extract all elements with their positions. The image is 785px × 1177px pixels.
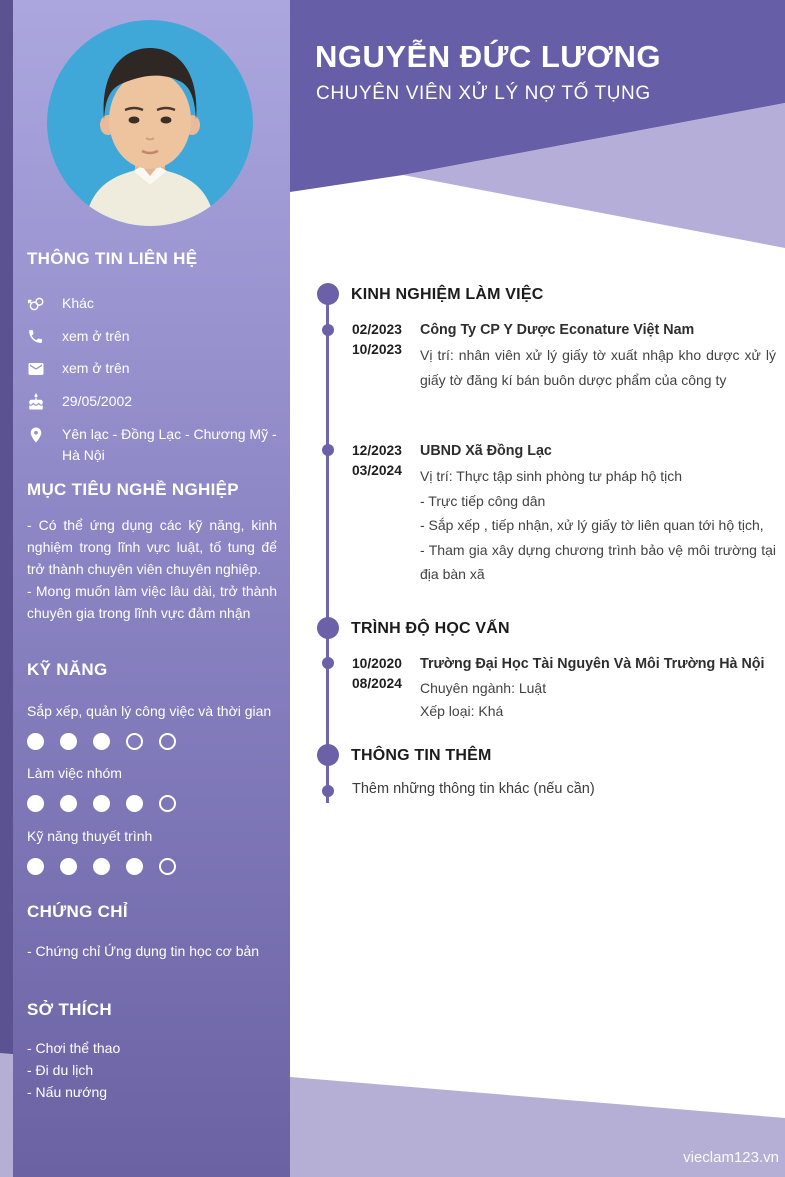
entry-organization: UBND Xã Đồng Lạc	[420, 443, 552, 459]
skill-dot-filled	[126, 858, 143, 875]
entry-organization: Công Ty CP Y Dược Econature Việt Nam	[420, 322, 695, 338]
contact-item-gender	[27, 293, 277, 318]
entry-date-range	[352, 441, 420, 587]
site-watermark: vieclam123.vn	[683, 1149, 779, 1166]
contact-email-value: xem ở trên	[62, 360, 130, 376]
contact-item-email	[27, 358, 277, 383]
experience-entry	[352, 320, 776, 392]
entry-description: Vị trí: Thực tập sinh phòng tư pháp hộ tịch	[420, 468, 683, 484]
entry-description: - Sắp xếp , tiếp nhận, xử lý giấy tờ liên quan tới hộ tịch,	[420, 517, 764, 533]
skill-label: Kỹ năng thuyết trình	[27, 828, 153, 844]
timeline-entry-dot	[322, 324, 334, 336]
contact-list	[27, 293, 277, 474]
entry-description: Chuyên ngành: Luật	[420, 680, 547, 696]
entry-organization: Trường Đại Học Tài Nguyên Và Môi Trường Hà Nội	[420, 656, 765, 672]
certificates-heading: CHỨNG CHỈ	[27, 902, 128, 921]
entry-description: - Tham gia xây dựng chương trình bảo vệ môi trường tại địa bàn xã	[420, 541, 776, 582]
additional-info-text: Thêm những thông tin khác (nếu cần)	[352, 781, 595, 797]
hobbies-heading: SỞ THÍCH	[27, 1000, 112, 1019]
profile-photo	[47, 20, 253, 226]
skills-heading: KỸ NĂNG	[27, 660, 108, 679]
skill-dot-empty	[126, 733, 143, 750]
experience-entry	[352, 441, 776, 587]
sidebar	[13, 0, 290, 1177]
skill-rating	[27, 858, 176, 875]
entry-date-range	[352, 654, 420, 723]
date-to: 03/2024	[352, 463, 402, 478]
education-heading: TRÌNH ĐỘ HỌC VẤN	[351, 620, 510, 637]
skill-dot-filled	[27, 733, 44, 750]
candidate-job-title: CHUYÊN VIÊN XỬ LÝ NỢ TỐ TỤNG	[316, 83, 651, 104]
timeline-entry-dot	[322, 785, 334, 797]
experience-heading: KINH NGHIỆM LÀM VIỆC	[351, 286, 544, 303]
hobby-item: - Nấu nướng	[27, 1084, 108, 1100]
date-to: 10/2023	[352, 342, 402, 357]
entry-description: Xếp loại: Khá	[420, 703, 504, 719]
email-icon	[27, 360, 47, 383]
skill-dot-filled	[93, 795, 110, 812]
timeline-line	[326, 294, 329, 803]
date-to: 08/2024	[352, 676, 402, 691]
objective-text	[27, 514, 277, 624]
hobby-item: - Chơi thể thao	[27, 1040, 121, 1056]
skill-dot-filled	[27, 858, 44, 875]
entry-description: - Trực tiếp công dân	[420, 492, 546, 509]
entry-body	[420, 441, 776, 587]
skill-dot-filled	[126, 795, 143, 812]
skill-dot-filled	[93, 733, 110, 750]
location-icon	[27, 426, 47, 449]
timeline-section-dot	[317, 744, 339, 766]
timeline-section-dot	[317, 283, 339, 305]
contact-address-value: Yên lạc - Đồng Lạc - Chương Mỹ - Hà Nội	[62, 426, 277, 463]
objective-heading: MỤC TIÊU NGHỀ NGHIỆP	[27, 480, 239, 499]
candidate-name: NGUYỄN ĐỨC LƯƠNG	[315, 39, 661, 74]
skill-dot-filled	[93, 858, 110, 875]
skill-dot-empty	[159, 858, 176, 875]
contact-heading: THÔNG TIN LIÊN HỆ	[27, 249, 198, 268]
entry-date-range	[352, 320, 420, 392]
contact-phone-value: xem ở trên	[62, 328, 130, 344]
date-from: 02/2023	[352, 322, 402, 337]
skill-dot-filled	[60, 733, 77, 750]
skill-label: Sắp xếp, quản lý công việc và thời gian	[27, 703, 272, 719]
date-from: 12/2023	[352, 443, 402, 458]
timeline-entry-dot	[322, 444, 334, 456]
hobbies-list	[27, 1037, 279, 1103]
phone-icon	[27, 328, 47, 350]
timeline-entry-dot	[322, 657, 334, 669]
skill-dot-filled	[60, 858, 77, 875]
entry-description: Vị trí: nhân viên xử lý giấy tờ xuất nhập kho dược xử lý giấy tờ đăng kí bán buôn dược phẩm của công ty	[420, 347, 776, 388]
skill-label: Làm việc nhóm	[27, 765, 122, 781]
left-stripe	[0, 0, 13, 1177]
skill-dot-empty	[159, 795, 176, 812]
contact-birthday-value: 29/05/2002	[62, 393, 133, 409]
skill-dot-filled	[60, 795, 77, 812]
entry-body	[420, 320, 776, 392]
skill-rating	[27, 795, 176, 812]
objective-paragraph: - Mong muốn làm việc lâu dài, trở thành chuyên gia trong lĩnh vực đảm nhận	[27, 583, 277, 621]
skill-rating	[27, 733, 176, 750]
objective-paragraph: - Có thể ứng dụng các kỹ năng, kinh nghiệm trong lĩnh vực luật, tố tung để trở thành chuyên viên chuyên nghiệp.	[27, 517, 277, 577]
skill-dot-filled	[27, 795, 44, 812]
certificate-item: - Chứng chỉ Ứng dụng tin học cơ bản	[27, 943, 260, 959]
birthday-icon	[27, 393, 47, 416]
additional-heading: THÔNG TIN THÊM	[351, 747, 492, 764]
date-from: 10/2020	[352, 656, 402, 671]
profile-photo-image	[47, 20, 253, 226]
skill-dot-empty	[159, 733, 176, 750]
contact-gender-value: Khác	[62, 295, 94, 311]
hobby-item: - Đi du lịch	[27, 1062, 94, 1078]
gender-icon	[27, 295, 47, 318]
entry-body	[420, 654, 776, 723]
education-entry	[352, 654, 776, 723]
timeline-section-dot	[317, 617, 339, 639]
contact-item-address	[27, 424, 277, 466]
contact-item-phone	[27, 326, 277, 350]
certificates-list	[27, 940, 279, 962]
contact-item-birthday	[27, 391, 277, 416]
